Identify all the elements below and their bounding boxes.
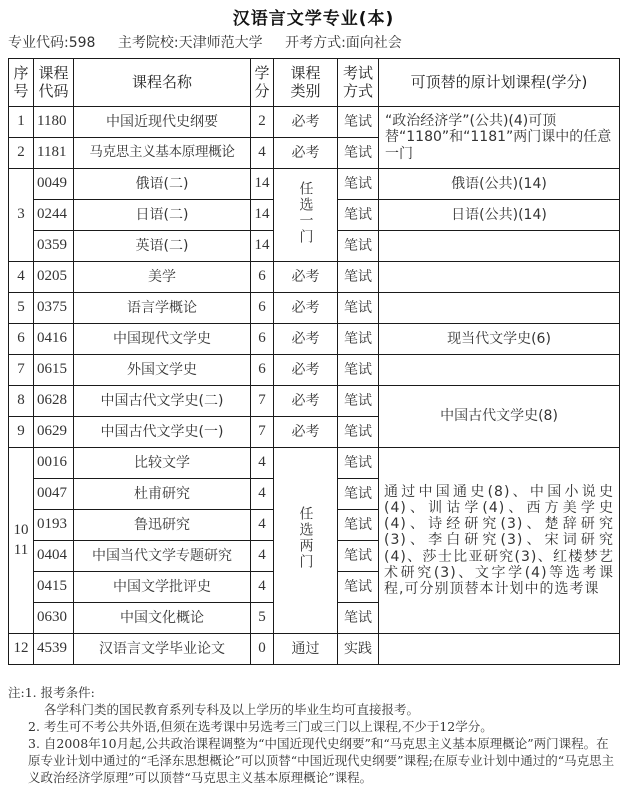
cell-code: 0615 xyxy=(34,355,74,386)
cell-name: 鲁迅研究 xyxy=(74,510,251,541)
cell-exam-type: 笔试 xyxy=(338,417,379,448)
table-row xyxy=(9,293,620,324)
cell-substitute xyxy=(379,231,620,262)
category-vertical-text: 任选一门 xyxy=(297,180,314,245)
cell-exam-type: 笔试 xyxy=(338,293,379,324)
cell-category-merged xyxy=(274,169,338,262)
cell-category: 必考 xyxy=(274,355,338,386)
cell-credits: 14 xyxy=(251,231,274,262)
cell-credits: 14 xyxy=(251,200,274,231)
page-title: 汉语言文学专业(本) xyxy=(232,9,395,29)
cell-credits: 2 xyxy=(251,107,274,138)
table-row xyxy=(9,386,620,417)
cell-seq: 4 xyxy=(9,262,34,293)
cell-category: 通过 xyxy=(274,634,338,665)
table-row xyxy=(9,355,620,386)
cell-credits: 4 xyxy=(251,479,274,510)
header-substitute: 可顶替的原计划课程(学分) xyxy=(379,59,620,107)
exam-mode: 开考方式:面向社会 xyxy=(285,35,402,51)
cell-credits: 14 xyxy=(251,169,274,200)
cell-seq: 2 xyxy=(9,138,34,169)
cell-seq: 3 xyxy=(9,169,34,262)
cell-exam-type: 笔试 xyxy=(338,448,379,479)
cell-exam-type: 笔试 xyxy=(338,324,379,355)
cell-name: 英语(二) xyxy=(74,231,251,262)
cell-category-merged xyxy=(274,448,338,634)
cell-substitute xyxy=(379,262,620,293)
cell-seq: 12 xyxy=(9,634,34,665)
cell-exam-type: 笔试 xyxy=(338,572,379,603)
cell-substitute-merged: 通过中国通史(8)、中国小说史(4)、训诂学(4)、西方美学史(4)、诗经研究(3)、楚辞研究(3)、李白研究(3)、宋词研究(4)、莎士比亚研究(3)、红楼梦艺术研究(3)、文字学(4)等选考课程,可分别顶替本计划中的选考课 xyxy=(379,448,620,634)
cell-credits: 4 xyxy=(251,448,274,479)
cell-credits: 4 xyxy=(251,541,274,572)
cell-name: 中国古代文学史(二) xyxy=(74,386,251,417)
cell-code: 0205 xyxy=(34,262,74,293)
cell-seq: 5 xyxy=(9,293,34,324)
table-row xyxy=(9,448,620,479)
cell-code: 0404 xyxy=(34,541,74,572)
cell-code: 0193 xyxy=(34,510,74,541)
cell-code: 0415 xyxy=(34,572,74,603)
cell-name: 日语(二) xyxy=(74,200,251,231)
table-header-row xyxy=(9,59,620,107)
cell-name: 中国现代文学史 xyxy=(74,324,251,355)
cell-substitute xyxy=(379,634,620,665)
cell-seq: 7 xyxy=(9,355,34,386)
cell-code: 0359 xyxy=(34,231,74,262)
cell-exam-type: 笔试 xyxy=(338,231,379,262)
cell-code: 0630 xyxy=(34,603,74,634)
cell-category: 必考 xyxy=(274,417,338,448)
cell-substitute xyxy=(379,293,620,324)
cell-name: 杜甫研究 xyxy=(74,479,251,510)
cell-category: 必考 xyxy=(274,324,338,355)
notes-section xyxy=(8,684,620,786)
cell-exam-type: 笔试 xyxy=(338,262,379,293)
cell-code: 0049 xyxy=(34,169,74,200)
cell-exam-type: 实践 xyxy=(338,634,379,665)
table-row xyxy=(9,169,620,200)
cell-credits: 7 xyxy=(251,386,274,417)
cell-category: 必考 xyxy=(274,293,338,324)
category-vertical-text: 任选两门 xyxy=(297,506,314,571)
cell-credits: 6 xyxy=(251,355,274,386)
cell-exam-type: 笔试 xyxy=(338,200,379,231)
cell-name: 语言学概论 xyxy=(74,293,251,324)
cell-name: 中国古代文学史(一) xyxy=(74,417,251,448)
cell-code: 0416 xyxy=(34,324,74,355)
header-name: 课程名称 xyxy=(74,59,251,107)
table-row xyxy=(9,324,620,355)
cell-name: 比较文学 xyxy=(74,448,251,479)
cell-name: 汉语言文学毕业论文 xyxy=(74,634,251,665)
header-credits: 学分 xyxy=(251,59,274,107)
cell-exam-type: 笔试 xyxy=(338,386,379,417)
header-exam-type: 考试方式 xyxy=(338,59,379,107)
cell-code: 0628 xyxy=(34,386,74,417)
cell-seq: 9 xyxy=(9,417,34,448)
table-row xyxy=(9,262,620,293)
cell-seq: 8 xyxy=(9,386,34,417)
cell-seq: 10 11 xyxy=(9,448,34,634)
cell-category: 必考 xyxy=(274,138,338,169)
header-seq: 序号 xyxy=(9,59,34,107)
cell-category: 必考 xyxy=(274,386,338,417)
cell-code: 0244 xyxy=(34,200,74,231)
cell-category: 必考 xyxy=(274,107,338,138)
cell-credits: 5 xyxy=(251,603,274,634)
cell-substitute-merged: 中国古代文学史(8) xyxy=(379,386,620,448)
cell-exam-type: 笔试 xyxy=(338,107,379,138)
cell-exam-type: 笔试 xyxy=(338,355,379,386)
cell-exam-type: 笔试 xyxy=(338,479,379,510)
major-code: 专业代码:598 xyxy=(8,35,96,51)
cell-exam-type: 笔试 xyxy=(338,138,379,169)
cell-substitute: 日语(公共)(14) xyxy=(379,200,620,231)
cell-substitute-merged: “政治经济学”(公共)(4)可顶替“1180”和“1181”两门课中的任意一门 xyxy=(379,107,620,169)
exam-school: 主考院校:天津师范大学 xyxy=(117,35,263,51)
cell-credits: 6 xyxy=(251,293,274,324)
cell-substitute: 俄语(公共)(14) xyxy=(379,169,620,200)
cell-code: 0629 xyxy=(34,417,74,448)
cell-code: 0016 xyxy=(34,448,74,479)
header-category: 课程类别 xyxy=(274,59,338,107)
cell-category: 必考 xyxy=(274,262,338,293)
course-table xyxy=(8,58,620,665)
cell-exam-type: 笔试 xyxy=(338,169,379,200)
cell-name: 中国近现代史纲要 xyxy=(74,107,251,138)
cell-credits: 6 xyxy=(251,262,274,293)
major-meta xyxy=(8,32,420,52)
cell-code: 1181 xyxy=(34,138,74,169)
cell-name: 外国文学史 xyxy=(74,355,251,386)
cell-exam-type: 笔试 xyxy=(338,541,379,572)
cell-name: 中国文学批评史 xyxy=(74,572,251,603)
cell-seq: 6 xyxy=(9,324,34,355)
cell-seq: 1 xyxy=(9,107,34,138)
table-row xyxy=(9,634,620,665)
cell-code: 1180 xyxy=(34,107,74,138)
note-1-heading: 注:1. 报考条件: xyxy=(8,685,95,700)
note-1-body: 各学科门类的国民教育系列专科及以上学历的毕业生均可直接报考。 xyxy=(44,702,420,717)
note-2: 2. 考生可不考公共外语,但须在选考课中另选考三门或三门以上课程,不少于12学分。 xyxy=(28,719,493,734)
cell-name: 马克思主义基本原理概论 xyxy=(74,138,251,169)
cell-name: 俄语(二) xyxy=(74,169,251,200)
cell-substitute: 现当代文学史(6) xyxy=(379,324,620,355)
cell-credits: 0 xyxy=(251,634,274,665)
cell-name: 中国当代文学专题研究 xyxy=(74,541,251,572)
table-row xyxy=(9,107,620,138)
cell-code: 4539 xyxy=(34,634,74,665)
cell-code: 0047 xyxy=(34,479,74,510)
cell-credits: 4 xyxy=(251,138,274,169)
cell-exam-type: 笔试 xyxy=(338,603,379,634)
header-code: 课程代码 xyxy=(34,59,74,107)
cell-credits: 6 xyxy=(251,324,274,355)
cell-substitute xyxy=(379,355,620,386)
cell-credits: 4 xyxy=(251,510,274,541)
cell-name: 中国文化概论 xyxy=(74,603,251,634)
cell-code: 0375 xyxy=(34,293,74,324)
cell-exam-type: 笔试 xyxy=(338,510,379,541)
note-3: 3. 自2008年10月起,公共政治课程调整为“中国近现代史纲要”和“马克思主义基本原理概论”两门课程。在原专业计划中通过的“毛泽东思想概论”可以顶替“中国近现代史纲要”课程;在原专业计划中通过的“马克思主义政治经济学原理”可以顶替“马克思主义基本原理概论”课程。 xyxy=(28,736,615,785)
cell-credits: 7 xyxy=(251,417,274,448)
cell-credits: 4 xyxy=(251,572,274,603)
cell-name: 美学 xyxy=(74,262,251,293)
